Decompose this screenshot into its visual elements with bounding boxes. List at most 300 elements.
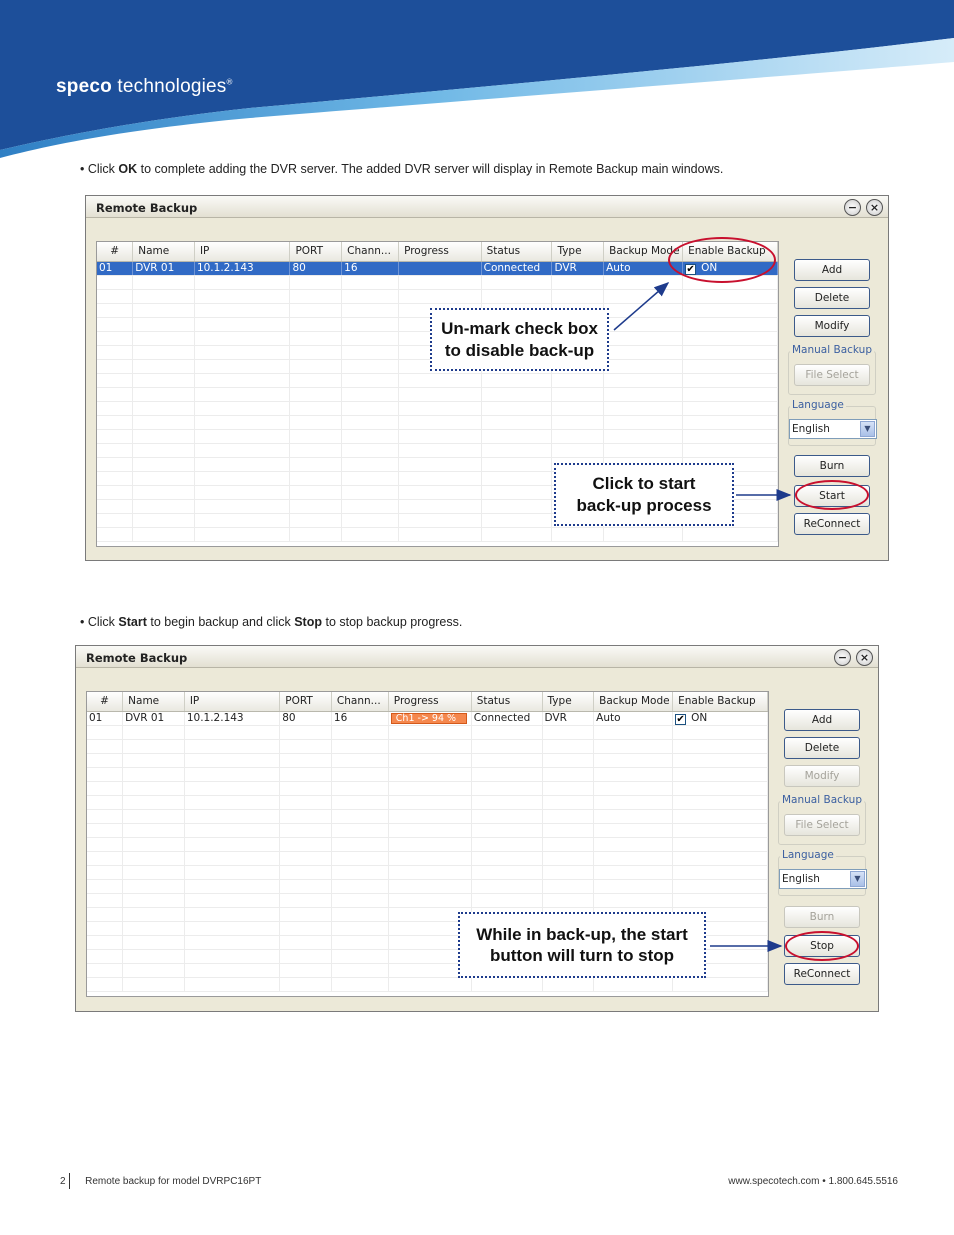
empty-cell <box>290 345 342 359</box>
empty-cell <box>673 865 768 879</box>
empty-cell <box>594 865 673 879</box>
empty-cell <box>97 387 133 401</box>
column-header[interactable]: # <box>87 692 123 711</box>
delete-button[interactable]: Delete <box>784 737 860 759</box>
add-button[interactable]: Add <box>784 709 860 731</box>
empty-cell <box>97 513 133 527</box>
column-header[interactable]: Backup Mode <box>604 242 683 261</box>
enable-value: ON <box>691 711 708 724</box>
empty-cell <box>471 767 542 781</box>
empty-cell <box>280 949 332 963</box>
empty-cell <box>399 275 482 289</box>
column-header[interactable]: Backup Mode <box>594 692 673 711</box>
empty-cell <box>133 513 195 527</box>
empty-cell <box>133 289 195 303</box>
empty-cell <box>542 851 594 865</box>
empty-cell <box>481 443 552 457</box>
empty-cell <box>133 331 195 345</box>
empty-row <box>97 527 778 541</box>
empty-cell <box>399 499 482 513</box>
empty-cell <box>133 359 195 373</box>
empty-cell <box>280 921 332 935</box>
empty-cell <box>673 977 768 991</box>
file-select-button[interactable]: File Select <box>794 364 870 386</box>
column-header[interactable]: Type <box>552 242 604 261</box>
empty-cell <box>673 851 768 865</box>
empty-cell <box>604 331 683 345</box>
empty-cell <box>594 767 673 781</box>
empty-cell <box>342 401 399 415</box>
empty-cell <box>471 851 542 865</box>
cell-num: 01 <box>87 711 123 725</box>
empty-row <box>87 879 768 893</box>
file-select-button[interactable]: File Select <box>784 814 860 836</box>
empty-cell <box>542 739 594 753</box>
cell-progress <box>388 711 471 725</box>
empty-cell <box>388 879 471 893</box>
empty-cell <box>290 485 342 499</box>
empty-cell <box>290 359 342 373</box>
empty-cell <box>290 429 342 443</box>
empty-cell <box>388 823 471 837</box>
empty-cell <box>184 767 279 781</box>
empty-cell <box>594 823 673 837</box>
empty-cell <box>673 753 768 767</box>
empty-cell <box>683 373 778 387</box>
empty-cell <box>604 359 683 373</box>
empty-row <box>87 851 768 865</box>
empty-cell <box>673 781 768 795</box>
empty-cell <box>194 485 290 499</box>
empty-cell <box>194 415 290 429</box>
empty-cell <box>683 527 778 541</box>
empty-cell <box>331 753 388 767</box>
empty-cell <box>290 443 342 457</box>
empty-cell <box>399 429 482 443</box>
modify-button[interactable]: Modify <box>794 315 870 337</box>
empty-cell <box>471 809 542 823</box>
empty-cell <box>399 471 482 485</box>
empty-cell <box>683 401 778 415</box>
empty-cell <box>123 851 185 865</box>
modify-button[interactable]: Modify <box>784 765 860 787</box>
empty-cell <box>471 781 542 795</box>
empty-cell <box>123 879 185 893</box>
add-button[interactable]: Add <box>794 259 870 281</box>
empty-cell <box>388 739 471 753</box>
empty-cell <box>87 893 123 907</box>
empty-cell <box>342 499 399 513</box>
empty-cell <box>123 893 185 907</box>
empty-cell <box>123 921 185 935</box>
empty-cell <box>542 865 594 879</box>
burn-button[interactable]: Burn <box>794 455 870 477</box>
empty-cell <box>184 795 279 809</box>
column-header[interactable]: Progress <box>399 242 482 261</box>
column-header[interactable]: PORT <box>290 242 342 261</box>
empty-row <box>87 809 768 823</box>
enable-value: ON <box>701 261 718 274</box>
manual-backup-label: Manual Backup <box>792 344 872 356</box>
language-select[interactable] <box>789 419 877 439</box>
empty-row <box>87 725 768 739</box>
empty-cell <box>331 823 388 837</box>
empty-row <box>87 781 768 795</box>
empty-cell <box>604 373 683 387</box>
column-header[interactable]: Enable Backup <box>683 242 778 261</box>
empty-cell <box>194 527 290 541</box>
remote-backup-window-1 <box>85 195 889 561</box>
empty-row <box>87 767 768 781</box>
empty-cell <box>594 977 673 991</box>
empty-cell <box>280 865 332 879</box>
empty-cell <box>481 457 552 471</box>
column-header[interactable]: PORT <box>280 692 332 711</box>
empty-cell <box>342 289 399 303</box>
empty-cell <box>399 527 482 541</box>
delete-button[interactable]: Delete <box>794 287 870 309</box>
empty-cell <box>123 837 185 851</box>
column-header[interactable]: Progress <box>388 692 471 711</box>
cell-name: DVR 01 <box>133 261 195 275</box>
empty-cell <box>673 893 768 907</box>
empty-cell <box>331 837 388 851</box>
empty-cell <box>594 879 673 893</box>
empty-cell <box>399 387 482 401</box>
empty-cell <box>194 345 290 359</box>
empty-row <box>97 415 778 429</box>
empty-cell <box>123 963 185 977</box>
cell-mode: Auto <box>604 261 683 275</box>
cell-channels: 16 <box>342 261 399 275</box>
minimize-icon[interactable]: − <box>844 199 861 216</box>
instruction-start-stop: • Click Start to begin backup and click Stop to stop backup progress. <box>80 615 463 629</box>
empty-cell <box>97 527 133 541</box>
empty-cell <box>123 865 185 879</box>
empty-cell <box>481 471 552 485</box>
empty-cell <box>331 935 388 949</box>
empty-cell <box>471 865 542 879</box>
empty-cell <box>604 387 683 401</box>
empty-cell <box>342 527 399 541</box>
cell-name: DVR 01 <box>123 711 185 725</box>
empty-cell <box>290 373 342 387</box>
enable-backup-checkbox[interactable]: ✔ <box>686 263 695 275</box>
empty-cell <box>604 289 683 303</box>
manual-backup-label: Manual Backup <box>782 794 862 806</box>
empty-cell <box>290 387 342 401</box>
empty-cell <box>552 415 604 429</box>
empty-cell <box>342 457 399 471</box>
empty-cell <box>594 795 673 809</box>
empty-cell <box>342 317 399 331</box>
empty-cell <box>290 499 342 513</box>
empty-cell <box>280 879 332 893</box>
empty-cell <box>123 781 185 795</box>
minimize-icon[interactable]: − <box>834 649 851 666</box>
cell-enable <box>673 711 768 725</box>
empty-cell <box>133 527 195 541</box>
empty-cell <box>342 359 399 373</box>
empty-cell <box>123 725 185 739</box>
empty-cell <box>604 345 683 359</box>
empty-cell <box>542 893 594 907</box>
empty-cell <box>123 977 185 991</box>
empty-cell <box>342 415 399 429</box>
empty-row <box>97 289 778 303</box>
column-header[interactable]: Chann... <box>331 692 388 711</box>
empty-cell <box>184 851 279 865</box>
close-icon[interactable]: × <box>866 199 883 216</box>
empty-cell <box>342 485 399 499</box>
column-header[interactable]: Type <box>542 692 594 711</box>
empty-cell <box>290 471 342 485</box>
empty-cell <box>683 387 778 401</box>
empty-cell <box>133 499 195 513</box>
empty-cell <box>184 823 279 837</box>
empty-cell <box>594 809 673 823</box>
empty-cell <box>481 513 552 527</box>
empty-cell <box>97 359 133 373</box>
empty-cell <box>87 725 123 739</box>
empty-cell <box>388 865 471 879</box>
stop-button[interactable]: Stop <box>784 935 860 957</box>
empty-cell <box>331 977 388 991</box>
empty-cell <box>97 275 133 289</box>
empty-cell <box>683 415 778 429</box>
empty-cell <box>123 739 185 753</box>
empty-cell <box>280 907 332 921</box>
empty-cell <box>290 303 342 317</box>
empty-cell <box>683 345 778 359</box>
empty-cell <box>97 401 133 415</box>
empty-cell <box>290 317 342 331</box>
empty-cell <box>604 275 683 289</box>
empty-cell <box>123 795 185 809</box>
empty-cell <box>552 429 604 443</box>
empty-cell <box>133 457 195 471</box>
empty-cell <box>683 359 778 373</box>
empty-cell <box>331 865 388 879</box>
empty-row <box>97 275 778 289</box>
empty-cell <box>342 373 399 387</box>
empty-cell <box>97 303 133 317</box>
chevron-down-icon[interactable]: ▼ <box>850 871 865 887</box>
column-header[interactable]: # <box>97 242 133 261</box>
empty-cell <box>123 809 185 823</box>
empty-cell <box>594 837 673 851</box>
empty-cell <box>542 837 594 851</box>
empty-cell <box>87 907 123 921</box>
empty-cell <box>87 739 123 753</box>
empty-row <box>97 373 778 387</box>
empty-cell <box>194 331 290 345</box>
column-header[interactable]: Status <box>471 692 542 711</box>
empty-cell <box>123 753 185 767</box>
footer-divider <box>69 1173 70 1189</box>
cell-port: 80 <box>290 261 342 275</box>
empty-cell <box>331 879 388 893</box>
empty-cell <box>542 753 594 767</box>
empty-cell <box>399 373 482 387</box>
column-header[interactable]: IP <box>194 242 290 261</box>
empty-cell <box>471 893 542 907</box>
empty-cell <box>388 893 471 907</box>
empty-cell <box>87 879 123 893</box>
cell-ip: 10.1.2.143 <box>194 261 290 275</box>
empty-cell <box>97 415 133 429</box>
empty-cell <box>481 289 552 303</box>
empty-cell <box>481 387 552 401</box>
empty-cell <box>280 935 332 949</box>
empty-cell <box>471 823 542 837</box>
empty-cell <box>133 429 195 443</box>
empty-cell <box>133 275 195 289</box>
empty-cell <box>399 457 482 471</box>
empty-cell <box>280 809 332 823</box>
start-button[interactable]: Start <box>794 485 870 507</box>
cell-num: 01 <box>97 261 133 275</box>
empty-cell <box>481 429 552 443</box>
empty-cell <box>87 753 123 767</box>
empty-cell <box>399 485 482 499</box>
table-row-dvr01[interactable] <box>97 261 778 275</box>
empty-cell <box>194 513 290 527</box>
empty-cell <box>194 443 290 457</box>
column-header[interactable]: Name <box>133 242 195 261</box>
column-header[interactable]: IP <box>184 692 279 711</box>
empty-cell <box>683 275 778 289</box>
empty-cell <box>683 443 778 457</box>
empty-cell <box>331 907 388 921</box>
reconnect-button[interactable]: ReConnect <box>784 963 860 985</box>
empty-cell <box>280 823 332 837</box>
empty-cell <box>552 275 604 289</box>
empty-cell <box>673 809 768 823</box>
empty-cell <box>87 781 123 795</box>
empty-cell <box>673 823 768 837</box>
empty-cell <box>471 977 542 991</box>
empty-cell <box>683 429 778 443</box>
empty-cell <box>683 331 778 345</box>
close-icon[interactable]: × <box>856 649 873 666</box>
empty-cell <box>194 359 290 373</box>
footer-contact: www.specotech.com • 1.800.645.5516 <box>728 1176 898 1187</box>
reconnect-button[interactable]: ReConnect <box>794 513 870 535</box>
empty-cell <box>542 809 594 823</box>
column-header[interactable]: Chann... <box>342 242 399 261</box>
empty-cell <box>673 767 768 781</box>
empty-cell <box>388 795 471 809</box>
language-value: English <box>792 423 830 435</box>
empty-cell <box>481 499 552 513</box>
empty-cell <box>342 443 399 457</box>
empty-cell <box>542 823 594 837</box>
empty-cell <box>97 471 133 485</box>
empty-cell <box>331 949 388 963</box>
empty-cell <box>331 725 388 739</box>
empty-cell <box>97 331 133 345</box>
empty-cell <box>97 373 133 387</box>
empty-cell <box>673 739 768 753</box>
burn-button[interactable]: Burn <box>784 906 860 928</box>
chevron-down-icon[interactable]: ▼ <box>860 421 875 437</box>
empty-cell <box>342 387 399 401</box>
empty-cell <box>388 753 471 767</box>
window-title: Remote Backup <box>86 651 188 665</box>
empty-cell <box>87 949 123 963</box>
empty-cell <box>133 387 195 401</box>
empty-cell <box>604 429 683 443</box>
empty-cell <box>331 893 388 907</box>
column-header[interactable]: Name <box>123 692 185 711</box>
empty-cell <box>194 471 290 485</box>
empty-cell <box>133 485 195 499</box>
cell-type: DVR <box>552 261 604 275</box>
empty-row <box>87 795 768 809</box>
empty-cell <box>280 795 332 809</box>
title-bar <box>76 646 878 668</box>
empty-cell <box>331 809 388 823</box>
empty-cell <box>481 415 552 429</box>
empty-row <box>87 893 768 907</box>
empty-cell <box>133 471 195 485</box>
empty-cell <box>331 921 388 935</box>
empty-cell <box>194 401 290 415</box>
table-header <box>97 242 778 261</box>
empty-cell <box>471 725 542 739</box>
empty-row <box>87 837 768 851</box>
footer-left <box>60 1176 261 1187</box>
cell-port: 80 <box>280 711 332 725</box>
column-header[interactable]: Status <box>481 242 552 261</box>
empty-cell <box>123 907 185 921</box>
enable-backup-checkbox[interactable]: ✔ <box>676 713 685 725</box>
empty-cell <box>342 471 399 485</box>
empty-cell <box>184 837 279 851</box>
empty-row <box>87 739 768 753</box>
empty-cell <box>123 767 185 781</box>
empty-cell <box>552 443 604 457</box>
empty-cell <box>280 893 332 907</box>
cell-mode: Auto <box>594 711 673 725</box>
empty-cell <box>542 977 594 991</box>
empty-cell <box>194 275 290 289</box>
empty-cell <box>184 907 279 921</box>
empty-cell <box>97 485 133 499</box>
empty-cell <box>552 527 604 541</box>
empty-cell <box>552 289 604 303</box>
empty-cell <box>673 837 768 851</box>
empty-cell <box>184 977 279 991</box>
title-bar <box>86 196 888 218</box>
empty-cell <box>388 725 471 739</box>
language-select[interactable] <box>779 869 867 889</box>
empty-cell <box>184 949 279 963</box>
empty-cell <box>87 809 123 823</box>
empty-cell <box>280 781 332 795</box>
empty-cell <box>594 851 673 865</box>
cell-type: DVR <box>542 711 594 725</box>
empty-cell <box>290 415 342 429</box>
empty-cell <box>331 767 388 781</box>
empty-cell <box>280 725 332 739</box>
empty-cell <box>290 457 342 471</box>
table-row-dvr01[interactable] <box>87 711 768 725</box>
empty-cell <box>194 303 290 317</box>
column-header[interactable]: Enable Backup <box>673 692 768 711</box>
empty-cell <box>184 935 279 949</box>
